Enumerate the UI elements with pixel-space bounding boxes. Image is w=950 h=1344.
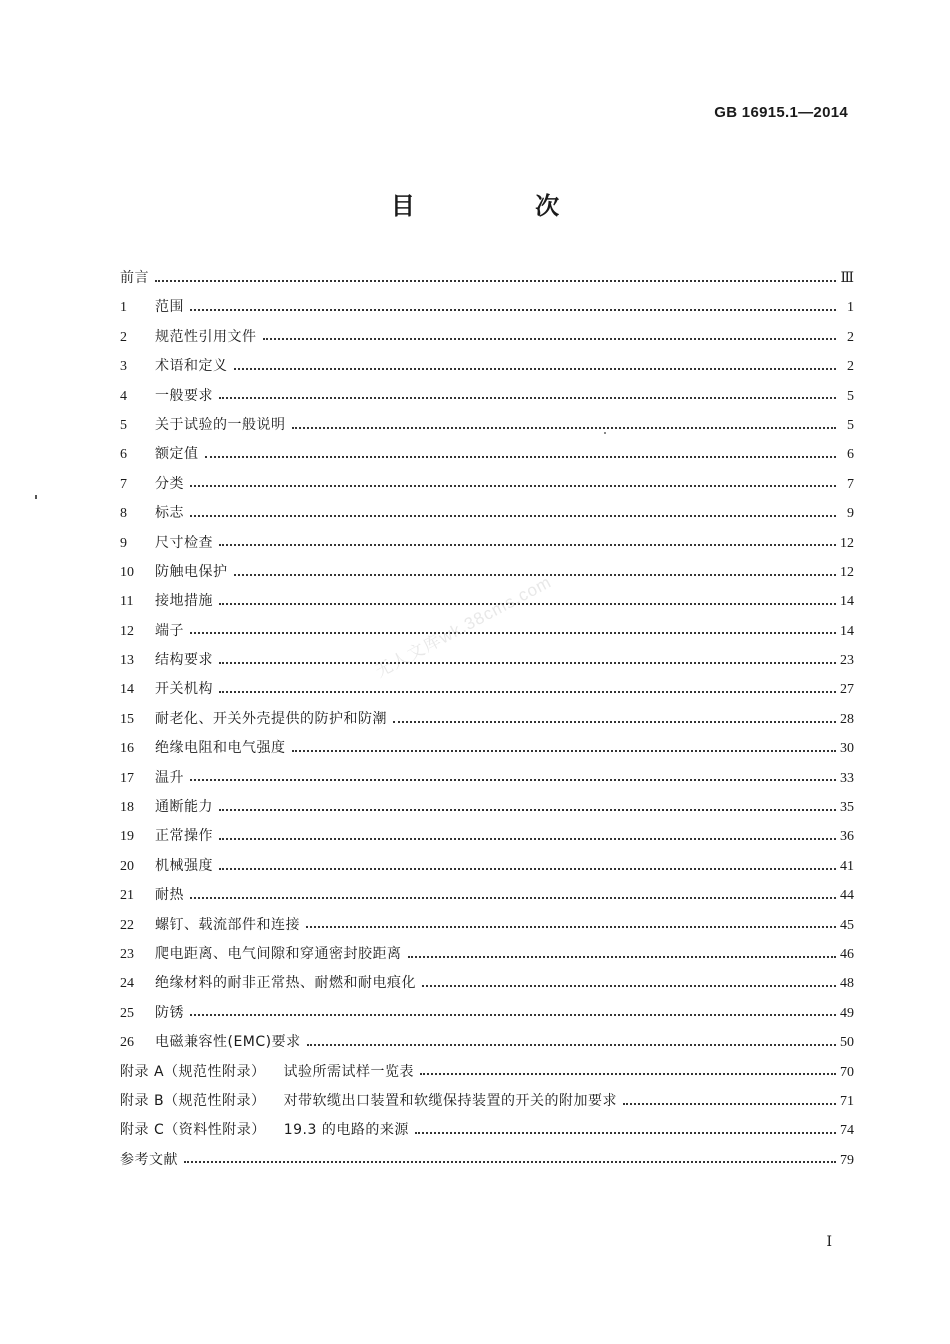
toc-entry-number: 17	[120, 770, 134, 786]
toc-entry-page: 44	[840, 888, 854, 904]
toc-entry-number: 13	[120, 653, 134, 669]
toc-entry-title: 开关机构	[155, 681, 213, 698]
dot-leader	[292, 419, 837, 433]
toc-entry-title: 电磁兼容性(EMC)要求	[155, 1034, 301, 1051]
toc-entry[interactable]	[120, 440, 854, 469]
dot-leader	[623, 1095, 836, 1109]
toc-entry[interactable]	[120, 1116, 854, 1145]
dot-leader	[307, 1036, 836, 1050]
toc-entry-label	[155, 470, 184, 499]
toc-entry[interactable]	[120, 558, 854, 587]
toc-entry-number: 11	[120, 594, 134, 610]
toc-entry-label	[155, 558, 228, 587]
toc-entry-title: 绝缘材料的耐非正常热、耐燃和耐电痕化	[155, 975, 416, 992]
toc-entry-page: 14	[840, 594, 854, 610]
dot-leader	[415, 1124, 836, 1138]
toc-entry-label	[155, 323, 257, 352]
toc-entry-page: Ⅲ	[840, 271, 854, 286]
toc-entry-title: 结构要求	[155, 652, 213, 669]
dot-leader	[292, 742, 837, 756]
dot-leader	[205, 448, 837, 462]
dot-leader	[219, 654, 836, 668]
toc-entry-subtitle: 对带软缆出口装置和软缆保持装置的开关的附加要求	[283, 1092, 618, 1109]
toc-entry-title: 额定值	[155, 446, 199, 463]
toc-entry-page: 2	[847, 359, 854, 375]
toc-entry-title: 温升	[155, 769, 184, 786]
toc-entry[interactable]	[120, 881, 854, 910]
toc-entry-label	[155, 529, 213, 558]
toc-entry-page: 6	[847, 447, 854, 463]
toc-entry[interactable]	[120, 382, 854, 411]
toc-entry-label	[155, 1028, 301, 1057]
toc-entry-title: 防锈	[155, 1004, 184, 1021]
toc-entry-label	[120, 1087, 617, 1116]
watermark: 无人文库wk.38cms.com	[372, 572, 555, 682]
toc-entry-label	[120, 1146, 178, 1175]
toc-entry-page: 36	[840, 829, 854, 845]
toc-entry-page: 14	[840, 623, 854, 639]
dot-leader	[155, 272, 836, 286]
toc-entry-title: 分类	[155, 475, 184, 492]
toc-entry-label	[155, 617, 184, 646]
toc-entry-page: 70	[840, 1064, 854, 1080]
toc-entry-page: 74	[840, 1123, 854, 1139]
toc-entry-page: 12	[840, 564, 854, 580]
dot-leader	[190, 477, 836, 491]
dot-leader	[190, 1006, 836, 1020]
toc-entry[interactable]	[120, 470, 854, 499]
toc-entry-page: 28	[840, 711, 854, 727]
toc-entry[interactable]	[120, 764, 854, 793]
toc-entry-subtitle: 19.3 的电路的来源	[283, 1122, 409, 1139]
toc-entry-page: 49	[840, 1005, 854, 1021]
toc-entry-title: 爬电距离、电气间隙和穿通密封胶距离	[155, 945, 402, 962]
scan-speck	[604, 432, 606, 434]
toc-entry[interactable]	[120, 999, 854, 1028]
toc-entry-title: 附录 A（规范性附录）	[120, 1063, 266, 1080]
dot-leader	[306, 918, 836, 932]
toc-entry-title: 标志	[155, 505, 184, 522]
toc-entry-title: 尺寸检查	[155, 534, 213, 551]
toc-entry-label	[155, 969, 416, 998]
toc-entry-label	[155, 440, 199, 469]
toc-entry-title: 一般要求	[155, 387, 213, 404]
toc-entry-number: 4	[120, 388, 127, 404]
dot-leader	[393, 713, 836, 727]
toc-entry-label	[155, 411, 286, 440]
toc-entry-number: 20	[120, 858, 134, 874]
toc-entry[interactable]	[120, 587, 854, 616]
toc-entry-label	[155, 675, 213, 704]
toc-entry-page: 27	[840, 682, 854, 698]
toc-entry-label	[155, 499, 184, 528]
toc-entry[interactable]	[120, 734, 854, 763]
toc-entry-number: 5	[120, 417, 127, 433]
toc-entry-label	[155, 911, 300, 940]
toc-entry-page: 46	[840, 946, 854, 962]
toc-entry-page: 12	[840, 535, 854, 551]
toc-entry-label	[155, 293, 184, 322]
toc-entry-title: 绝缘电阻和电气强度	[155, 740, 286, 757]
toc-entry-number: 21	[120, 888, 134, 904]
dot-leader	[420, 1065, 836, 1079]
toc-entry-subtitle: 试验所需试样一览表	[283, 1063, 415, 1080]
toc-entry-title: 关于试验的一般说明	[155, 416, 286, 433]
toc-entry-label	[155, 352, 228, 381]
toc-entry-page: 7	[847, 476, 854, 492]
toc-entry-number: 2	[120, 329, 127, 345]
toc-entry-title: 前言	[120, 270, 149, 286]
toc-entry-page: 5	[847, 388, 854, 404]
page-number: Ⅰ	[826, 1235, 832, 1250]
toc-entry-title: 范围	[155, 299, 184, 316]
toc-entry-page: 79	[840, 1152, 854, 1168]
toc-entry[interactable]	[120, 675, 854, 704]
toc-entry-label	[155, 764, 184, 793]
toc-entry-label	[120, 1058, 414, 1087]
toc-entry-number: 15	[120, 711, 134, 727]
dot-leader	[219, 683, 836, 697]
toc-entry-number: 1	[120, 300, 127, 316]
toc-entry-number: 22	[120, 917, 134, 933]
toc-entry-number: 3	[120, 359, 127, 375]
toc-entry-label	[155, 646, 213, 675]
dot-leader	[263, 330, 837, 344]
toc-entry-page: 23	[840, 653, 854, 669]
toc-entry-number: 6	[120, 447, 127, 463]
toc-entry[interactable]	[120, 529, 854, 558]
toc-entry[interactable]	[120, 617, 854, 646]
dot-leader	[190, 771, 836, 785]
toc-entry-number: 19	[120, 829, 134, 845]
toc-entry-number: 18	[120, 800, 134, 816]
toc-entry[interactable]	[120, 264, 854, 293]
toc-entry[interactable]	[120, 822, 854, 851]
toc-entry-number: 9	[120, 535, 127, 551]
toc-entry-page: 71	[840, 1093, 854, 1109]
toc-entry-number: 25	[120, 1005, 134, 1021]
toc-entry-label	[155, 822, 213, 851]
standard-number: GB 16915.1—2014	[714, 104, 848, 121]
dot-leader	[234, 360, 837, 374]
toc-entry-title: 正常操作	[155, 828, 213, 845]
toc-entry-title: 附录 B（规范性附录）	[120, 1092, 266, 1109]
toc-entry-title: 耐热	[155, 887, 184, 904]
scan-speck	[35, 495, 37, 499]
toc-entry-label	[155, 734, 286, 763]
toc-entry-page: 2	[847, 329, 854, 345]
toc-entry-label	[120, 264, 149, 293]
page-title: 目 次	[390, 192, 616, 220]
toc-entry[interactable]	[120, 293, 854, 322]
toc-entry-page: 5	[847, 417, 854, 433]
toc-entry-label	[120, 1116, 409, 1145]
toc-entry-page: 33	[840, 770, 854, 786]
table-of-contents	[120, 264, 854, 1175]
toc-entry[interactable]	[120, 499, 854, 528]
toc-entry[interactable]	[120, 323, 854, 352]
toc-entry-title: 规范性引用文件	[155, 328, 257, 345]
dot-leader	[190, 507, 836, 521]
dot-leader	[219, 389, 836, 403]
dot-leader	[219, 860, 836, 874]
toc-entry-number: 7	[120, 476, 127, 492]
toc-entry[interactable]	[120, 352, 854, 381]
toc-entry[interactable]	[120, 793, 854, 822]
dot-leader	[184, 1153, 836, 1167]
toc-entry-label	[155, 999, 184, 1028]
dot-leader	[219, 536, 836, 550]
toc-entry[interactable]	[120, 969, 854, 998]
toc-entry-page: 9	[847, 506, 854, 522]
toc-entry-page: 48	[840, 976, 854, 992]
toc-entry-label	[155, 705, 387, 734]
toc-entry[interactable]	[120, 411, 854, 440]
toc-entry-page: 41	[840, 858, 854, 874]
dot-leader	[219, 801, 836, 815]
toc-entry-number: 8	[120, 506, 127, 522]
toc-entry-title: 机械强度	[155, 857, 213, 874]
toc-entry-number: 24	[120, 976, 134, 992]
dot-leader	[190, 624, 836, 638]
toc-entry-page: 1	[847, 300, 854, 316]
toc-entry-label	[155, 881, 184, 910]
toc-entry-page: 45	[840, 917, 854, 933]
toc-entry-number: 26	[120, 1035, 134, 1051]
toc-entry-title: 耐老化、开关外壳提供的防护和防潮	[155, 710, 387, 727]
toc-entry[interactable]	[120, 705, 854, 734]
toc-entry[interactable]	[120, 1058, 854, 1087]
toc-entry-title: 螺钉、载流部件和连接	[155, 916, 300, 933]
toc-entry-number: 16	[120, 741, 134, 757]
toc-entry-number: 14	[120, 682, 134, 698]
toc-entry-title: 防触电保护	[155, 563, 228, 580]
toc-entry[interactable]	[120, 940, 854, 969]
dot-leader	[219, 830, 836, 844]
dot-leader	[234, 566, 837, 580]
toc-entry-title: 端子	[155, 622, 184, 639]
toc-entry-label	[155, 940, 402, 969]
toc-entry-number: 10	[120, 564, 134, 580]
toc-entry[interactable]	[120, 911, 854, 940]
dot-leader	[190, 301, 836, 315]
dot-leader	[422, 977, 836, 991]
dot-leader	[408, 948, 837, 962]
toc-entry[interactable]	[120, 1028, 854, 1057]
dot-leader	[190, 889, 836, 903]
toc-entry-number: 12	[120, 623, 134, 639]
toc-entry[interactable]	[120, 852, 854, 881]
toc-entry-title: 接地措施	[155, 593, 213, 610]
toc-entry-number: 23	[120, 946, 134, 962]
toc-entry-title: 术语和定义	[155, 358, 228, 375]
dot-leader	[219, 595, 836, 609]
toc-entry-title: 附录 C（资料性附录）	[120, 1122, 266, 1139]
toc-entry-title: 参考文献	[120, 1151, 178, 1168]
toc-entry-label	[155, 382, 213, 411]
toc-entry-label	[155, 852, 213, 881]
toc-entry[interactable]	[120, 646, 854, 675]
toc-entry-page: 30	[840, 741, 854, 757]
toc-entry-page: 35	[840, 800, 854, 816]
toc-entry-title: 通断能力	[155, 799, 213, 816]
toc-entry[interactable]	[120, 1146, 854, 1175]
toc-entry-label	[155, 793, 213, 822]
toc-entry[interactable]	[120, 1087, 854, 1116]
toc-entry-label	[155, 587, 213, 616]
toc-entry-page: 50	[840, 1035, 854, 1051]
